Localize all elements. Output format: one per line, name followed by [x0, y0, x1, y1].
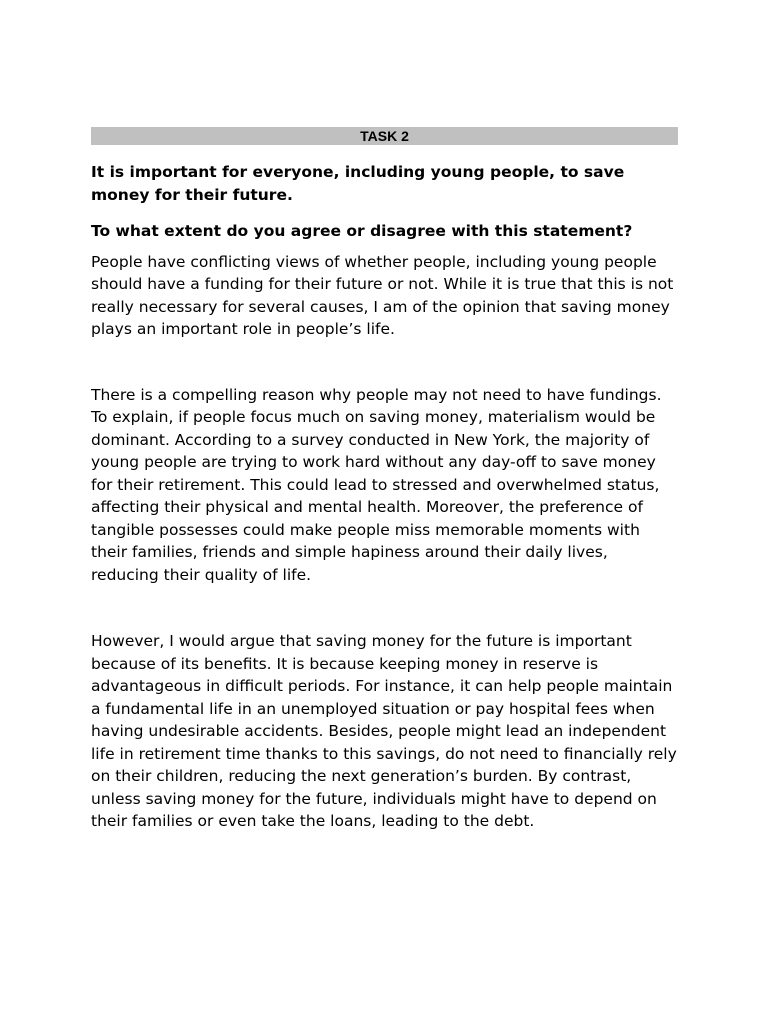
task-header: TASK 2: [91, 127, 678, 145]
essay-paragraph-body-1: There is a compelling reason why people may not need to have fundings. To explain, if people focus much on saving money, materialism would be dominant. According to a survey conducted in New York, the majority of young people are trying to work hard without any day-off to save money for their retirement. This could lead to stressed and overwhelmed status, affecting their physical and mental health. Moreover, the preference of tangible possesses could make people miss memorable moments with their families, friends and simple hapiness around their daily lives, reducing their quality of life.: [91, 385, 662, 584]
prompt-question: To what extent do you agree or disagree with this statement?: [91, 222, 633, 240]
essay-paragraph-intro: People have conflicting views of whether people, including young people should have a funding for their future or not. While it is true that this is not really necessary for several causes, I am of the opinion that saving money plays an important role in people’s life.: [91, 252, 674, 338]
prompt-statement: It is important for everyone, including young people, to save money for their future.: [91, 163, 625, 204]
document-page: [91, 127, 678, 833]
essay-paragraph-body-2: However, I would argue that saving money for the future is important because of its benefits. It is because keeping money in reserve is advantageous in difficult periods. For instance, it can help people maintain a fundamental life in an unemployed situation or pay hospital fees when having undesirable accidents. Besides, people might lead an independent life in retirement time thanks to this savings, do not need to financially rely on their children, reducing the next generation’s burden. By contrast, unless saving money for the future, individuals might have to depend on their families or even take the loans, leading to the debt.: [91, 632, 677, 830]
